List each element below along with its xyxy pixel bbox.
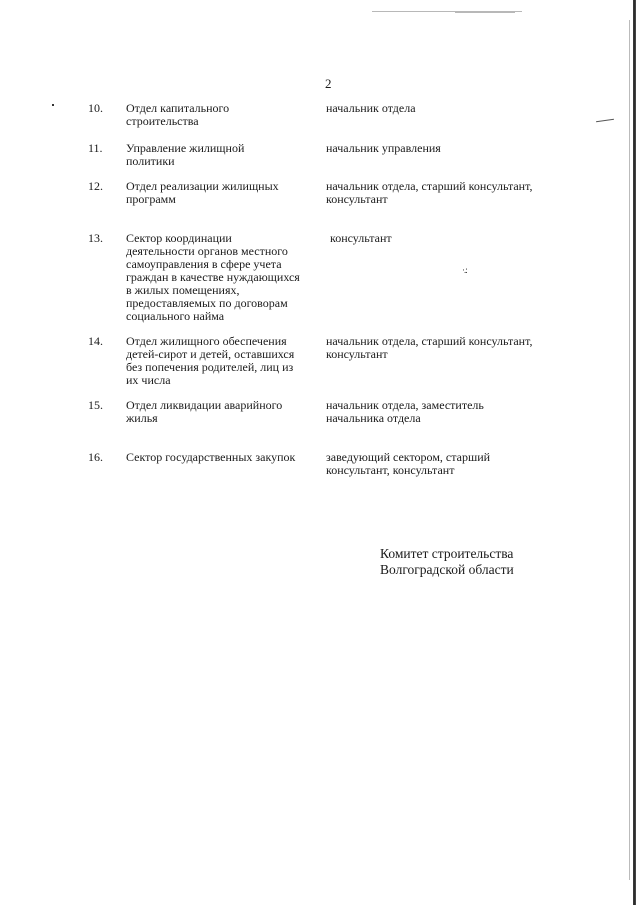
department-name [126, 142, 316, 168]
department-line: жилья [126, 411, 158, 425]
position-line: начальник отдела, старший консультант, [326, 179, 533, 193]
position-line: начальник отдела, заместитель [326, 398, 484, 412]
department-line: детей-сирот и детей, оставшихся [126, 347, 295, 361]
department-line: их числа [126, 373, 171, 387]
positions-list [326, 451, 566, 477]
position-line: начальник управления [326, 141, 441, 155]
department-line: в жилых помещениях, [126, 283, 240, 297]
department-line: Отдел реализации жилищных [126, 179, 279, 193]
positions-list [326, 180, 566, 206]
scan-artifact-right-edge [633, 0, 636, 905]
department-line: строительства [126, 114, 199, 128]
department-line: Сектор координации [126, 231, 232, 245]
position-line: начальник отдела [326, 101, 416, 115]
department-line: граждан в качестве нуждающихся [126, 270, 300, 284]
position-line: консультант [330, 231, 392, 245]
position-line: консультант [326, 347, 388, 361]
department-line: Отдел жилищного обеспечения [126, 334, 287, 348]
department-line: Сектор государственных закупок [126, 450, 296, 464]
scan-artifact-right-edge-thin [629, 20, 630, 880]
scan-artifact-dash [596, 119, 614, 122]
positions-list [330, 232, 570, 245]
row-number: 16. [88, 450, 103, 464]
scan-artifact-speck: ·.: [462, 265, 467, 275]
signature-line: Волгоградской области [380, 562, 514, 577]
page-number: 2 [325, 76, 332, 91]
department-line: Отдел капитального [126, 101, 230, 115]
row-number: 14. [88, 334, 103, 348]
department-name [126, 451, 316, 464]
positions-list [326, 142, 566, 155]
row-number: 11. [88, 141, 103, 155]
signature-block [380, 546, 514, 578]
department-line: политики [126, 154, 175, 168]
position-line: начальника отдела [326, 411, 421, 425]
department-line: программ [126, 192, 176, 206]
row-number: 13. [88, 231, 103, 245]
position-line: начальник отдела, старший консультант, [326, 334, 533, 348]
department-line: Управление жилищной [126, 141, 245, 155]
department-name [126, 102, 316, 128]
positions-list [326, 102, 566, 115]
position-line: заведующий сектором, старший [326, 450, 491, 464]
scan-artifact-top-line-2 [455, 12, 515, 13]
row-number: 10. [88, 101, 103, 115]
scan-artifact-dot [52, 104, 54, 106]
department-line: предоставляемых по договорам [126, 296, 288, 310]
department-name [126, 232, 316, 323]
department-line: социального найма [126, 309, 225, 323]
row-number: 15. [88, 398, 103, 412]
position-line: консультант, консультант [326, 463, 455, 477]
position-line: консультант [326, 192, 388, 206]
department-name [126, 335, 316, 387]
row-number: 12. [88, 179, 103, 193]
department-name [126, 180, 316, 206]
department-line: деятельности органов местного [126, 244, 288, 258]
positions-list [326, 399, 566, 425]
department-line: самоуправления в сфере учета [126, 257, 282, 271]
department-line: без попечения родителей, лиц из [126, 360, 294, 374]
positions-list [326, 335, 566, 361]
signature-line: Комитет строительства [380, 546, 514, 561]
department-name [126, 399, 316, 425]
department-line: Отдел ликвидации аварийного [126, 398, 283, 412]
